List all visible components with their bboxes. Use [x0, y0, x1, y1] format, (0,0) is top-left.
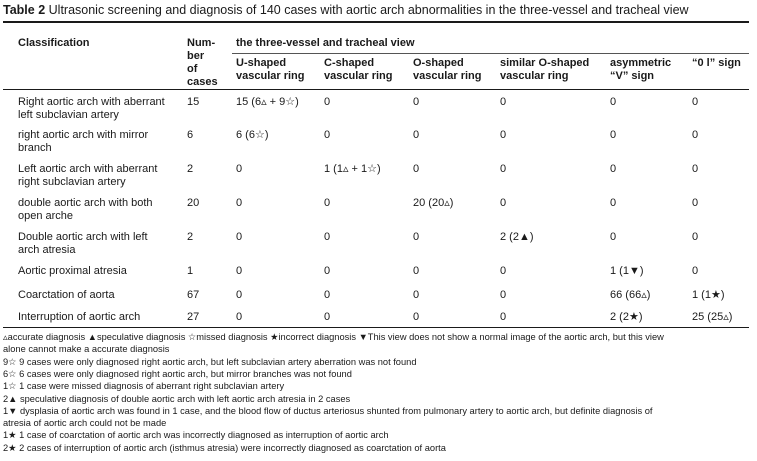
row-label	[18, 311, 140, 324]
header-number-line: Num-	[187, 37, 216, 49]
row-label	[18, 129, 148, 155]
bottom-rule	[3, 327, 749, 328]
header-col-similar-o-shaped	[500, 57, 589, 83]
row-number-of-cases: 1	[187, 265, 194, 277]
header-col-u-shaped	[236, 57, 304, 83]
header-number-line: of	[187, 63, 198, 75]
table-cell: 0	[324, 289, 331, 301]
row-label	[18, 96, 165, 122]
table-cell: 0	[500, 96, 507, 108]
row-label	[18, 265, 127, 278]
table-cell: 0	[500, 289, 507, 301]
table-cell: 0	[413, 129, 420, 141]
row-number-of-cases: 2	[187, 163, 194, 175]
table-cell: 0	[236, 163, 243, 175]
table-cell: 0	[610, 163, 617, 175]
footnote-line: 2▲ speculative diagnosis of double aortic arch with left aortic arch atresia in 2 cases	[3, 393, 351, 404]
footnote-line: 9☆ 9 cases were only diagnosed right aortic arch, but left subclavian artery aberration was not found	[3, 356, 417, 367]
table-cell: 0	[324, 96, 331, 108]
table-cell: 0	[236, 265, 243, 277]
row-label-line: Coarctation of aorta	[18, 289, 115, 301]
table-cell: 0	[692, 96, 699, 108]
footnote-line: atresia of aortic arch could not be made	[3, 418, 167, 429]
table-cell: 0	[236, 289, 243, 301]
header-line: vascular ring	[500, 70, 569, 82]
table-cell: 0	[610, 129, 617, 141]
table-cell: 20 (20▵)	[413, 197, 454, 209]
table-cell: 0	[324, 197, 331, 209]
table-cell: 25 (25▵)	[692, 311, 733, 323]
table-cell: 0	[413, 231, 420, 243]
table-cell: 2 (2▲)	[500, 231, 534, 243]
header-number-line: ber	[187, 50, 205, 62]
table-cell: 0	[500, 163, 507, 175]
row-number-of-cases: 27	[187, 311, 200, 323]
header-number-of-cases	[187, 37, 218, 89]
header-col-asymmetric-v	[610, 57, 671, 83]
table-cell: 1 (1▵ + 1☆)	[324, 163, 381, 175]
table-cell: 0	[692, 265, 699, 277]
row-label-line: double aortic arch with both	[18, 197, 153, 209]
table-cell: 1 (1▼)	[610, 265, 644, 277]
table-cell: 0	[324, 129, 331, 141]
table-cell: 2 (2★)	[610, 311, 643, 323]
row-number-of-cases: 15	[187, 96, 200, 108]
row-number-of-cases: 6	[187, 129, 194, 141]
header-line: U-shaped	[236, 57, 287, 69]
header-line: similar O-shaped	[500, 57, 590, 69]
row-label-line: right aortic arch with mirror	[18, 129, 149, 141]
table-title: Ultrasonic screening and diagnosis of 140 cases with aortic arch abnormalities in the three-vessel and tracheal view	[48, 3, 689, 17]
table-cell: 0	[692, 231, 699, 243]
header-number-line: cases	[187, 76, 218, 88]
footnote-line: alone cannot make a accurate diagnosis	[3, 344, 170, 355]
table-cell: 0	[692, 129, 699, 141]
footnote-line: 6☆ 6 cases were only diagnosed right aortic arch, but mirror branches was not found	[3, 368, 352, 379]
table-cell: 66 (66▵)	[610, 289, 651, 301]
header-col-o-shaped	[413, 57, 481, 83]
row-label-line: arch atresia	[18, 244, 76, 256]
table-cell: 0	[610, 197, 617, 209]
header-col-0l-sign	[692, 57, 741, 70]
header-line: vascular ring	[236, 70, 305, 82]
row-label	[18, 289, 115, 302]
row-label-line: right subclavian artery	[18, 176, 126, 188]
table-cell: 0	[413, 289, 420, 301]
footnote-line: 1▼ dysplasia of aortic arch was found in 1 case, and the blood flow of ductus arteriosus shunted from pulmonary artery to aortic arch, but definite diagnosis of	[3, 405, 653, 416]
row-label	[18, 197, 153, 223]
row-number-of-cases: 67	[187, 289, 200, 301]
table-cell: 0	[413, 265, 420, 277]
footnote-line: 1★ 1 case of coarctation of aortic arch was incorrectly diagnosed as interruption of aortic arch	[3, 430, 389, 441]
table-cell: 0	[324, 311, 331, 323]
table-cell: 0	[236, 197, 243, 209]
footnote-line: ▵accurate diagnosis ▲speculative diagnosis ☆missed diagnosis ★incorrect diagnosis ▼This view does not show a normal image of the aortic arch, but this view	[3, 332, 664, 342]
header-line: “V” sign	[610, 70, 655, 82]
table-cell: 0	[413, 96, 420, 108]
top-rule	[3, 21, 749, 23]
header-line: O-shaped	[413, 57, 464, 69]
row-label-line: branch	[18, 142, 52, 154]
table-caption	[3, 2, 753, 18]
table-cell: 0	[610, 231, 617, 243]
row-label-line: Aortic proximal atresia	[18, 265, 127, 277]
table-cell: 0	[413, 163, 420, 175]
header-col-c-shaped	[324, 57, 392, 83]
table-label: Table 2	[3, 3, 46, 17]
header-classification: Classification	[18, 37, 90, 49]
row-label-line: open arche	[18, 210, 74, 222]
footnote-line: 2★ 2 cases of interruption of aortic arch (isthmus atresia) were incorrectly diagnosed as coarctation of aorta	[3, 442, 446, 453]
table-cell: 0	[324, 265, 331, 277]
table-cell: 15 (6▵ + 9☆)	[236, 96, 299, 108]
row-label-line: left subclavian artery	[18, 109, 119, 121]
table-cell: 6 (6☆)	[236, 129, 269, 141]
header-line: vascular ring	[324, 70, 393, 82]
row-label	[18, 163, 157, 189]
table-cell: 0	[500, 197, 507, 209]
table-cell: 0	[692, 197, 699, 209]
header-line: asymmetric	[610, 57, 672, 69]
header-line: C-shaped	[324, 57, 375, 69]
row-label	[18, 231, 148, 257]
table-cell: 0	[324, 231, 331, 243]
row-label-line: Right aortic arch with aberrant	[18, 96, 165, 108]
table-cell: 0	[236, 311, 243, 323]
table-cell: 0	[500, 311, 507, 323]
header-line: “0 l” sign	[692, 57, 741, 69]
table-cell: 0	[413, 311, 420, 323]
table-cell: 0	[692, 163, 699, 175]
table-cell: 0	[236, 231, 243, 243]
footnote-line: 1☆ 1 case were missed diagnosis of aberrant right subclavian artery	[3, 381, 285, 392]
header-line: vascular ring	[413, 70, 482, 82]
header-group-rule	[232, 53, 749, 54]
row-label-line: Interruption of aortic arch	[18, 311, 141, 323]
row-label-line: Left aortic arch with aberrant	[18, 163, 158, 175]
table-cell: 0	[500, 265, 507, 277]
header-group: the three-vessel and tracheal view	[236, 37, 415, 49]
header-rule	[3, 89, 749, 90]
table-cell: 0	[500, 129, 507, 141]
row-label-line: Double aortic arch with left	[18, 231, 148, 243]
table-cell: 1 (1★)	[692, 289, 725, 301]
row-number-of-cases: 20	[187, 197, 200, 209]
table-cell: 0	[610, 96, 617, 108]
row-number-of-cases: 2	[187, 231, 194, 243]
